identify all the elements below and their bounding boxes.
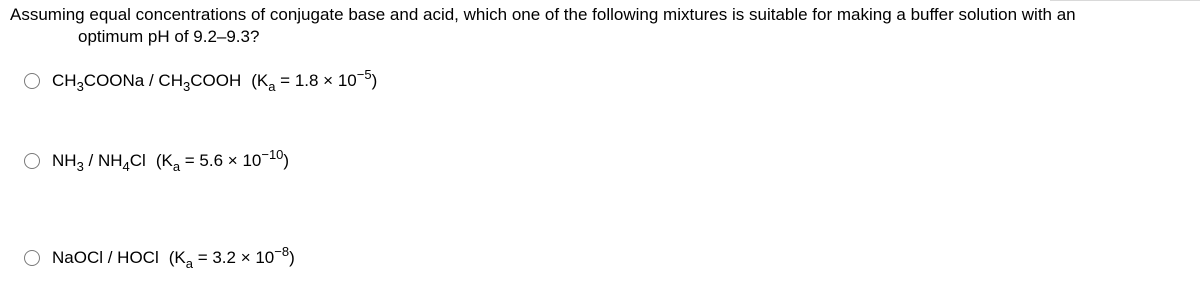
radio-button-2[interactable]	[24, 153, 40, 169]
radio-button-1[interactable]	[24, 73, 40, 89]
question-line-2: optimum pH of 9.2–9.3?	[78, 27, 260, 46]
answer-option-3[interactable]	[24, 244, 295, 271]
question-line-1: Assuming equal concentrations of conjugate base and acid, which one of the following mixtures is suitable for making a buffer solution with an	[10, 5, 1076, 24]
option-3-label: NaOCl / HOCl $(K_a = 3.2 \times 10^{-8})$	[52, 244, 295, 271]
answer-option-1[interactable]	[24, 67, 378, 94]
question-text	[10, 4, 1190, 48]
top-divider	[1050, 0, 1200, 1]
radio-button-3[interactable]	[24, 250, 40, 266]
option-1-label: $CH_3COONa$ / $CH_3COOH$ $(K_a = 1.8 \times 10^{-5})$	[52, 67, 378, 94]
option-2-label: $NH_3 / NH_4Cl$ $(K_a = 5.6 \times 10^{-10})$	[52, 147, 290, 174]
answer-option-2[interactable]	[24, 147, 290, 174]
